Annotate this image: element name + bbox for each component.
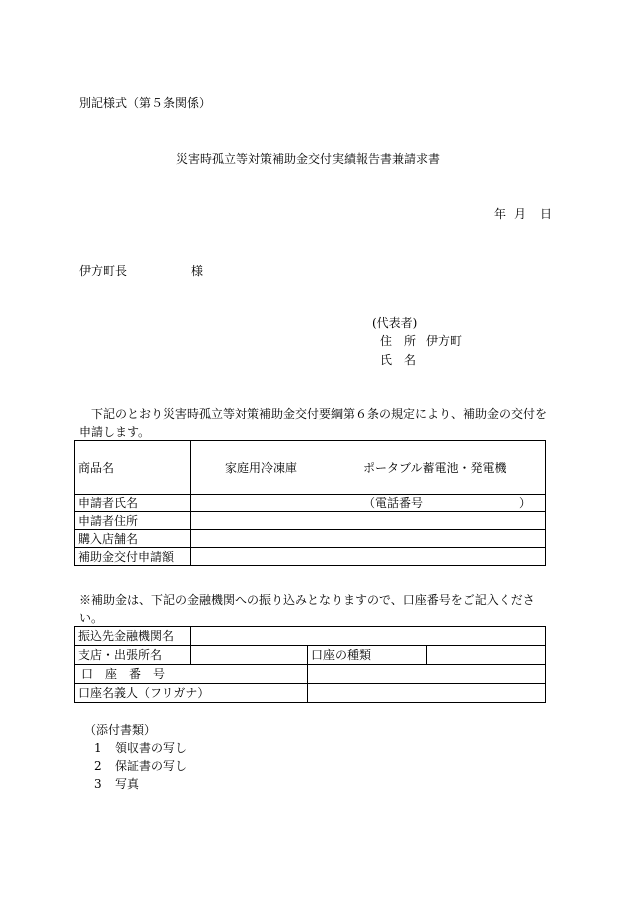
product-option-freezer[interactable]: 家庭用冷凍庫	[225, 461, 298, 475]
bank-name-cell[interactable]	[191, 627, 546, 646]
bank-name-label: 振込先金融機関名	[75, 627, 191, 646]
account-holder-cell[interactable]	[308, 684, 546, 703]
name-label: 氏 名	[380, 353, 417, 367]
product-label: 商品名	[75, 441, 191, 495]
row-label-applicant-address: 申請者住所	[75, 512, 191, 530]
table-row	[75, 646, 546, 665]
application-statement: 下記のとおり災害時孤立等対策補助金交付要綱第６条の規定により、補助金の交付を申請します。	[79, 407, 548, 439]
representative-label: (代表者)	[372, 316, 418, 330]
row-label-store-name: 購入店舗名	[75, 530, 191, 548]
date-day: 日	[540, 207, 553, 221]
attachments-heading: （添付書類）	[84, 723, 157, 737]
attachment-num: 3	[94, 777, 102, 791]
table-row	[75, 512, 546, 530]
table-row	[75, 665, 546, 684]
table-row	[75, 627, 546, 646]
addressee-honorific: 様	[191, 264, 204, 278]
row-label-applicant-name: 申請者氏名	[75, 495, 191, 512]
attachment-num: 2	[94, 759, 102, 773]
attachment-text: 写真	[115, 777, 140, 791]
attachment-num: 1	[94, 741, 102, 755]
phone-close: ）	[519, 496, 532, 510]
applicant-name-cell[interactable]	[191, 495, 546, 512]
attachment-text: 保証書の写し	[115, 759, 188, 773]
date-month: 月	[514, 207, 527, 221]
account-number-label: 口 座 番 号	[75, 665, 308, 684]
date-year: 年	[494, 207, 507, 221]
product-row	[75, 441, 546, 495]
addressee-name: 伊方町長	[79, 264, 128, 278]
attachment-text: 領収書の写し	[115, 741, 188, 755]
account-holder-label: 口座名義人（フリガナ）	[75, 684, 308, 703]
document-title: 災害時孤立等対策補助金交付実績報告書兼請求書	[176, 152, 441, 166]
application-table	[74, 440, 546, 566]
phone-label: （電話番号	[363, 496, 424, 510]
subsidy-amount-cell[interactable]	[191, 548, 546, 566]
bank-note: ※補助金は、下記の金融機関への振り込みとなりますので、口座番号をご記入ください。	[79, 593, 535, 625]
table-row	[75, 684, 546, 703]
applicant-address-cell[interactable]	[191, 512, 546, 530]
table-row	[75, 495, 546, 512]
bank-table	[74, 626, 546, 703]
address-label: 住 所	[380, 334, 417, 348]
table-row	[75, 530, 546, 548]
address-value: 伊方町	[426, 334, 463, 348]
branch-cell[interactable]	[191, 646, 308, 665]
account-type-cell[interactable]	[427, 646, 546, 665]
account-number-cell[interactable]	[308, 665, 546, 684]
account-type-label: 口座の種類	[308, 646, 427, 665]
store-name-cell[interactable]	[191, 530, 546, 548]
product-option-battery[interactable]: ポータブル蓄電池・発電機	[363, 461, 507, 475]
product-cell[interactable]	[191, 441, 546, 495]
row-label-subsidy-amount: 補助金交付申請額	[75, 548, 191, 566]
form-reference: 別記様式（第５条関係）	[79, 96, 212, 110]
branch-label: 支店・出張所名	[75, 646, 191, 665]
table-row	[75, 548, 546, 566]
